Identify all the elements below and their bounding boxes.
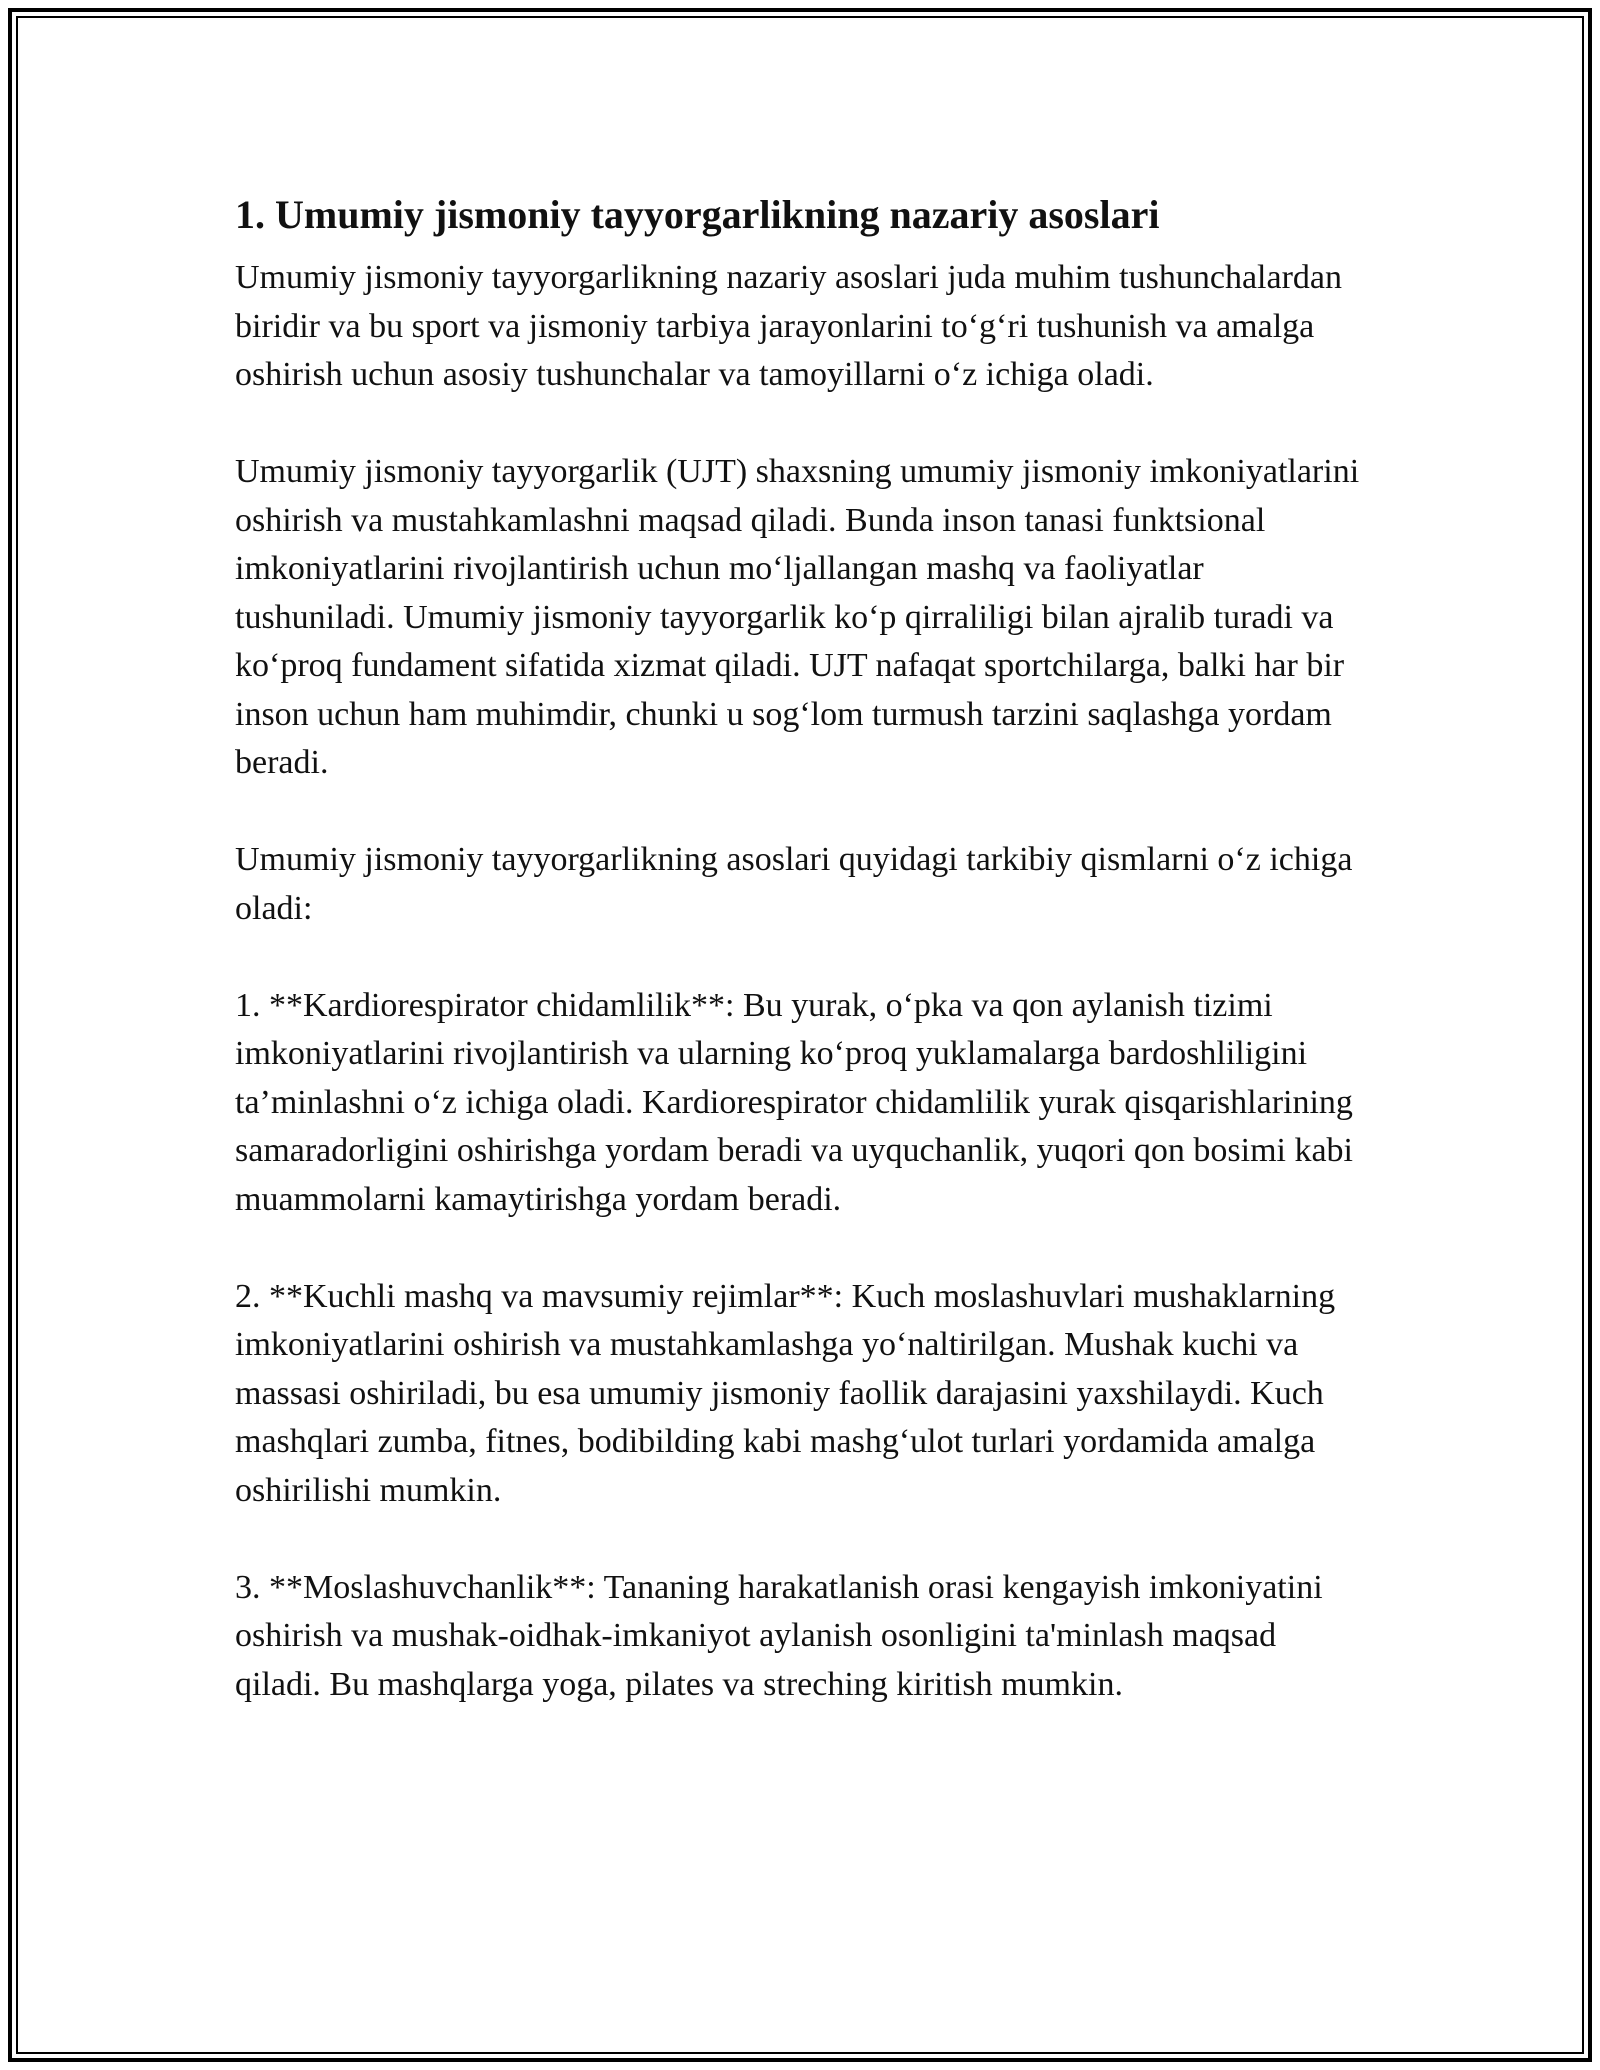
list-item-flexibility: 3. **Moslashuvchanlik**: Tananing harakatlanish orasi kengayish imkoniyatini oshirish va mushak-oidhak-imkaniyot aylanish osonligini ta'minlash maqsad qiladi. Bu mashqlarga yoga, pilates va streching kiritish mumkin. [235,1568,1323,1703]
paragraph-ujt-definition: Umumiy jismoniy tayyorgarlik (UJT) shaxsning umumiy jismoniy imkoniyatlarini oshirish va mustahkamlashni maqsad qiladi. Bunda inson tanasi funktsional imkoniyatlarini rivojlantirish uchun mo‘ljallangan mashq va faoliyatlar tushuniladi. Umumiy jismoniy tayyorgarlik ko‘p qirraliligi bilan ajralib turadi va ko‘proq fundament sifatida xizmat qiladi. UJT nafaqat sportchilarga, balki har bir inson uchun ham muhimdir, chunki u sog‘lom turmush tarzini saqlashga yordam beradi. [235,453,1360,781]
list-item-cardiorespiratory: 1. **Kardiorespirator chidamlilik**: Bu yurak, o‘pka va qon aylanish tizimi imkoniyatlarini rivojlantirish va ularning ko‘proq yuklamalarga bardoshliligini ta’minlashni o‘z ichiga oladi. Kardiorespirator chidamlilik yurak qisqarishlarining samaradorligini oshirishga yordam beradi va uyquchanlik, yuqori qon bosimi kabi muammolarni kamaytirishga yordam beradi. [235,986,1353,1218]
paragraph-intro: Umumiy jismoniy tayyorgarlikning nazariy asoslari juda muhim tushunchalardan biridir va bu sport va jismoniy tarbiya jarayonlarini to‘g‘ri tushunish va amalga oshirish uchun asosiy tushunchalar va tamoyillarni o‘z ichiga oladi. [235,259,1342,393]
section-heading: 1. Umumiy jismoniy tayyorgarlikning nazariy asoslari [235,192,1160,237]
list-item-strength: 2. **Kuchli mashq va mavsumiy rejimlar**: Kuch moslashuvlari mushaklarning imkoniyatlarini oshirish va mustahkamlashga yo‘naltirilgan. Mushak kuchi va massasi oshiriladi, bu esa umumiy jismoniy faollik darajasini yaxshilaydi. Kuch mashqlari zumba, fitnes, bodibilding kabi mashg‘ulot turlari yordamida amalga oshirilishi mumkin. [235,1277,1336,1509]
paragraph-components-intro: Umumiy jismoniy tayyorgarlikning asoslari quyidagi tarkibiy qismlarni o‘z ichiga oladi: [235,841,1353,927]
document-body [235,180,1365,1758]
